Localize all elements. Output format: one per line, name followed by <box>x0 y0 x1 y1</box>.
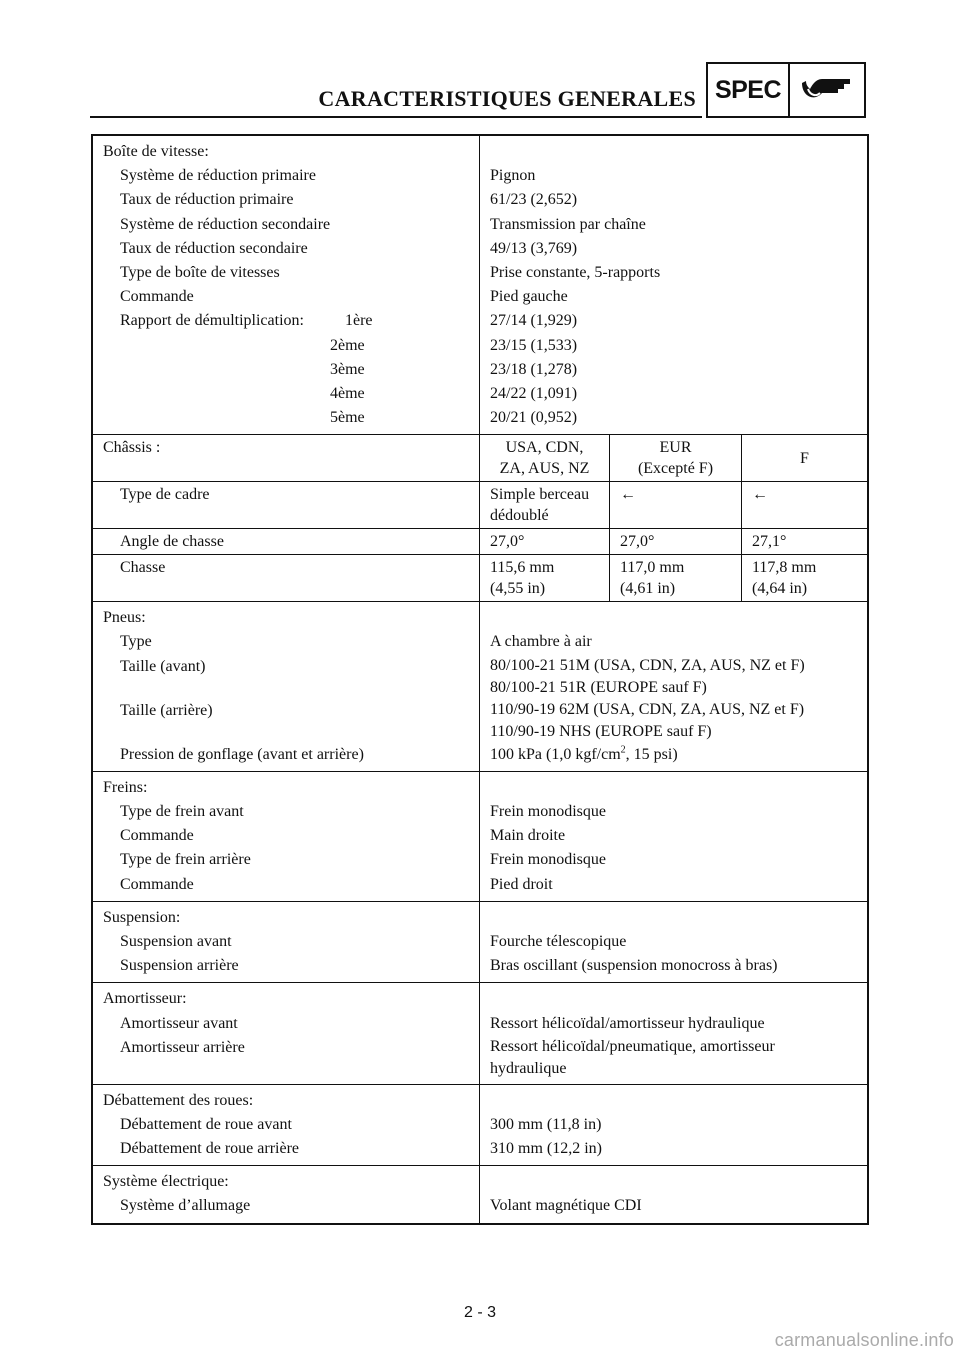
pressure-text: 100 kPa (1,0 kgf/cm <box>490 745 621 763</box>
col-head-line: ZA, AUS, NZ <box>499 460 590 478</box>
spec-label: Débattement de roue arrière <box>120 1140 300 1158</box>
ratio-row <box>103 309 479 333</box>
value-line: Simple berceau <box>490 486 590 504</box>
section-heading: Freins: <box>103 778 148 796</box>
spec-value: 80/100-21 51R (EUROPE sauf F) <box>490 678 707 696</box>
spec-value: Fourche télescopique <box>490 932 627 950</box>
section-heading: Système électrique: <box>103 1173 229 1191</box>
chassis-header-row <box>93 435 867 481</box>
electrical-labels <box>93 1166 480 1222</box>
spec-value: hydraulique <box>490 1059 567 1077</box>
spec-value: Bras oscillant (suspension monocross à bras) <box>490 957 778 975</box>
page-header <box>90 60 870 122</box>
gear-value: 23/18 (1,278) <box>490 360 578 378</box>
pressure-text: , 15 psi) <box>625 745 678 763</box>
spec-value: Pignon <box>490 167 536 185</box>
spec-value: 49/13 (3,769) <box>490 239 578 257</box>
spec-value <box>480 482 610 528</box>
section-shocks <box>93 982 867 1083</box>
spec-label: Taux de réduction secondaire <box>120 239 308 257</box>
shocks-labels <box>93 983 480 1083</box>
gear-value: 20/21 (0,952) <box>490 409 578 427</box>
section-gearbox <box>93 136 867 434</box>
suspension-values <box>480 902 867 983</box>
spec-value: Pied droit <box>490 875 553 893</box>
section-electrical <box>93 1165 867 1222</box>
chassis-col-eur <box>610 435 742 481</box>
spec-label: Type de frein arrière <box>120 851 251 869</box>
suspension-labels <box>93 902 480 983</box>
spec-label: Suspension arrière <box>120 957 239 975</box>
spec-value: Ressort hélicoïdal/pneumatique, amortisseur <box>490 1037 775 1055</box>
section-chassis <box>93 434 867 601</box>
gear-label: 5ème <box>330 409 365 427</box>
spec-label: Système d’allumage <box>120 1197 251 1215</box>
spec-label: Amortisseur arrière <box>120 1038 245 1056</box>
value-line: 117,0 mm <box>620 559 685 577</box>
spec-label: Type de boîte de vitesses <box>120 263 280 281</box>
spec-value: A chambre à air <box>490 633 592 651</box>
spec-label: Amortisseur avant <box>120 1014 238 1032</box>
watermark: carmanualsonline.info <box>774 1330 954 1350</box>
section-heading: Débattement des roues: <box>103 1091 254 1109</box>
spec-value: Main droite <box>490 827 566 845</box>
spec-label: Commande <box>120 288 194 306</box>
section-heading: Suspension: <box>103 908 181 926</box>
value-line: dédoublé <box>490 507 549 525</box>
spec-value: 80/100-21 51M (USA, CDN, ZA, AUS, NZ et F) <box>490 656 805 674</box>
gear-label: 3ème <box>330 360 365 378</box>
spec-value: Frein monodisque <box>490 803 606 820</box>
value-line: (4,61 in) <box>620 580 676 598</box>
pressure-sup: 2 <box>620 744 626 756</box>
shocks-values <box>480 983 867 1083</box>
section-wheel-travel <box>93 1084 867 1166</box>
value-line: 117,8 mm <box>752 559 817 577</box>
spec-label: Pression de gonflage (avant et arrière) <box>120 745 364 763</box>
spec-badge <box>706 62 866 118</box>
spec-label: Angle de chasse <box>93 529 480 554</box>
spec-value: 110/90-19 NHS (EUROPE sauf F) <box>490 722 712 740</box>
gear-label: 2ème <box>330 336 365 354</box>
same-as-arrow: ← <box>752 486 768 504</box>
spec-value: Ressort hélicoïdal/amortisseur hydraulique <box>490 1014 765 1032</box>
spec-label: Commande <box>120 875 194 893</box>
wrench-icon <box>790 64 864 116</box>
spec-label: Système de réduction secondaire <box>120 215 331 233</box>
spec-value: 27,1° <box>752 533 787 551</box>
section-heading: Amortisseur: <box>103 990 187 1008</box>
gear-value: 27/14 (1,929) <box>490 312 578 330</box>
same-as-arrow: ← <box>610 482 742 528</box>
spec-value: 310 mm (12,2 in) <box>490 1140 602 1158</box>
spec-label: Débattement de roue avant <box>120 1115 292 1133</box>
spec-value: Prise constante, 5-rapports <box>490 263 661 281</box>
page-number: 2 - 3 <box>463 1304 496 1321</box>
spec-value: Transmission par chaîne <box>490 215 646 233</box>
col-head-line: USA, CDN, <box>505 439 584 457</box>
spec-value: 110/90-19 62M (USA, CDN, ZA, AUS, NZ et F) <box>490 700 805 718</box>
spec-label: Taux de réduction primaire <box>120 191 294 209</box>
spec-value: Volant magnétique CDI <box>490 1197 642 1215</box>
spec-value <box>610 555 742 601</box>
value-line: (4,55 in) <box>490 580 546 598</box>
value-line: (4,64 in) <box>752 580 808 598</box>
travel-values <box>480 1085 867 1166</box>
spec-label: Type de cadre <box>93 482 480 528</box>
spec-label: Système de réduction primaire <box>120 167 316 185</box>
page-title: CARACTERISTIQUES GENERALES <box>318 86 696 111</box>
spec-value: 300 mm (11,8 in) <box>490 1115 602 1133</box>
ratio-label: Rapport de démultiplication: <box>120 312 304 330</box>
spec-label: Taille (avant) <box>120 657 206 675</box>
spec-label: Type de frein avant <box>120 803 244 820</box>
section-heading: Pneus: <box>103 609 146 627</box>
spec-label: Taille (arrière) <box>120 701 213 719</box>
spec-value <box>742 555 867 601</box>
spec-value <box>490 743 867 767</box>
chassis-col-usa <box>480 435 610 481</box>
spec-value: 27,0° <box>610 529 742 554</box>
spec-label: Type <box>120 633 152 651</box>
header-rule <box>90 116 702 118</box>
chassis-col-f: F <box>800 449 809 467</box>
gear-label: 4ème <box>330 384 365 402</box>
spec-value: 27,0° <box>480 529 610 554</box>
section-brakes <box>93 771 867 901</box>
gearbox-labels <box>93 136 480 434</box>
gear-label: 1ère <box>345 312 373 330</box>
section-heading: Châssis : <box>93 435 480 481</box>
electrical-values <box>480 1166 867 1222</box>
value-line: 115,6 mm <box>490 559 555 577</box>
spec-label: Suspension avant <box>120 932 232 950</box>
section-suspension <box>93 901 867 983</box>
tires-values <box>480 602 867 771</box>
brakes-labels <box>93 772 480 901</box>
spec-value <box>480 555 610 601</box>
col-head-line: (Excepté F) <box>637 460 714 478</box>
gear-value: 24/22 (1,091) <box>490 384 578 402</box>
spec-value: 61/23 (2,652) <box>490 191 578 209</box>
brakes-values <box>480 772 867 901</box>
section-heading: Boîte de vitesse: <box>103 143 209 160</box>
col-head-line: EUR <box>659 439 692 457</box>
travel-labels <box>93 1085 480 1166</box>
spec-value: Pied gauche <box>490 288 568 306</box>
spec-label: Chasse <box>93 555 480 601</box>
section-tires <box>93 601 867 771</box>
chassis-row-frame <box>93 481 867 528</box>
spec-value: Frein monodisque <box>490 851 606 869</box>
spec-table <box>91 134 869 1225</box>
tires-labels <box>93 602 480 771</box>
spec-badge-label: SPEC <box>708 64 790 116</box>
gearbox-values <box>480 136 867 434</box>
chassis-row-caster <box>93 528 867 554</box>
gear-value: 23/15 (1,533) <box>490 336 578 354</box>
chassis-row-trail <box>93 554 867 601</box>
spec-label: Commande <box>120 827 194 845</box>
